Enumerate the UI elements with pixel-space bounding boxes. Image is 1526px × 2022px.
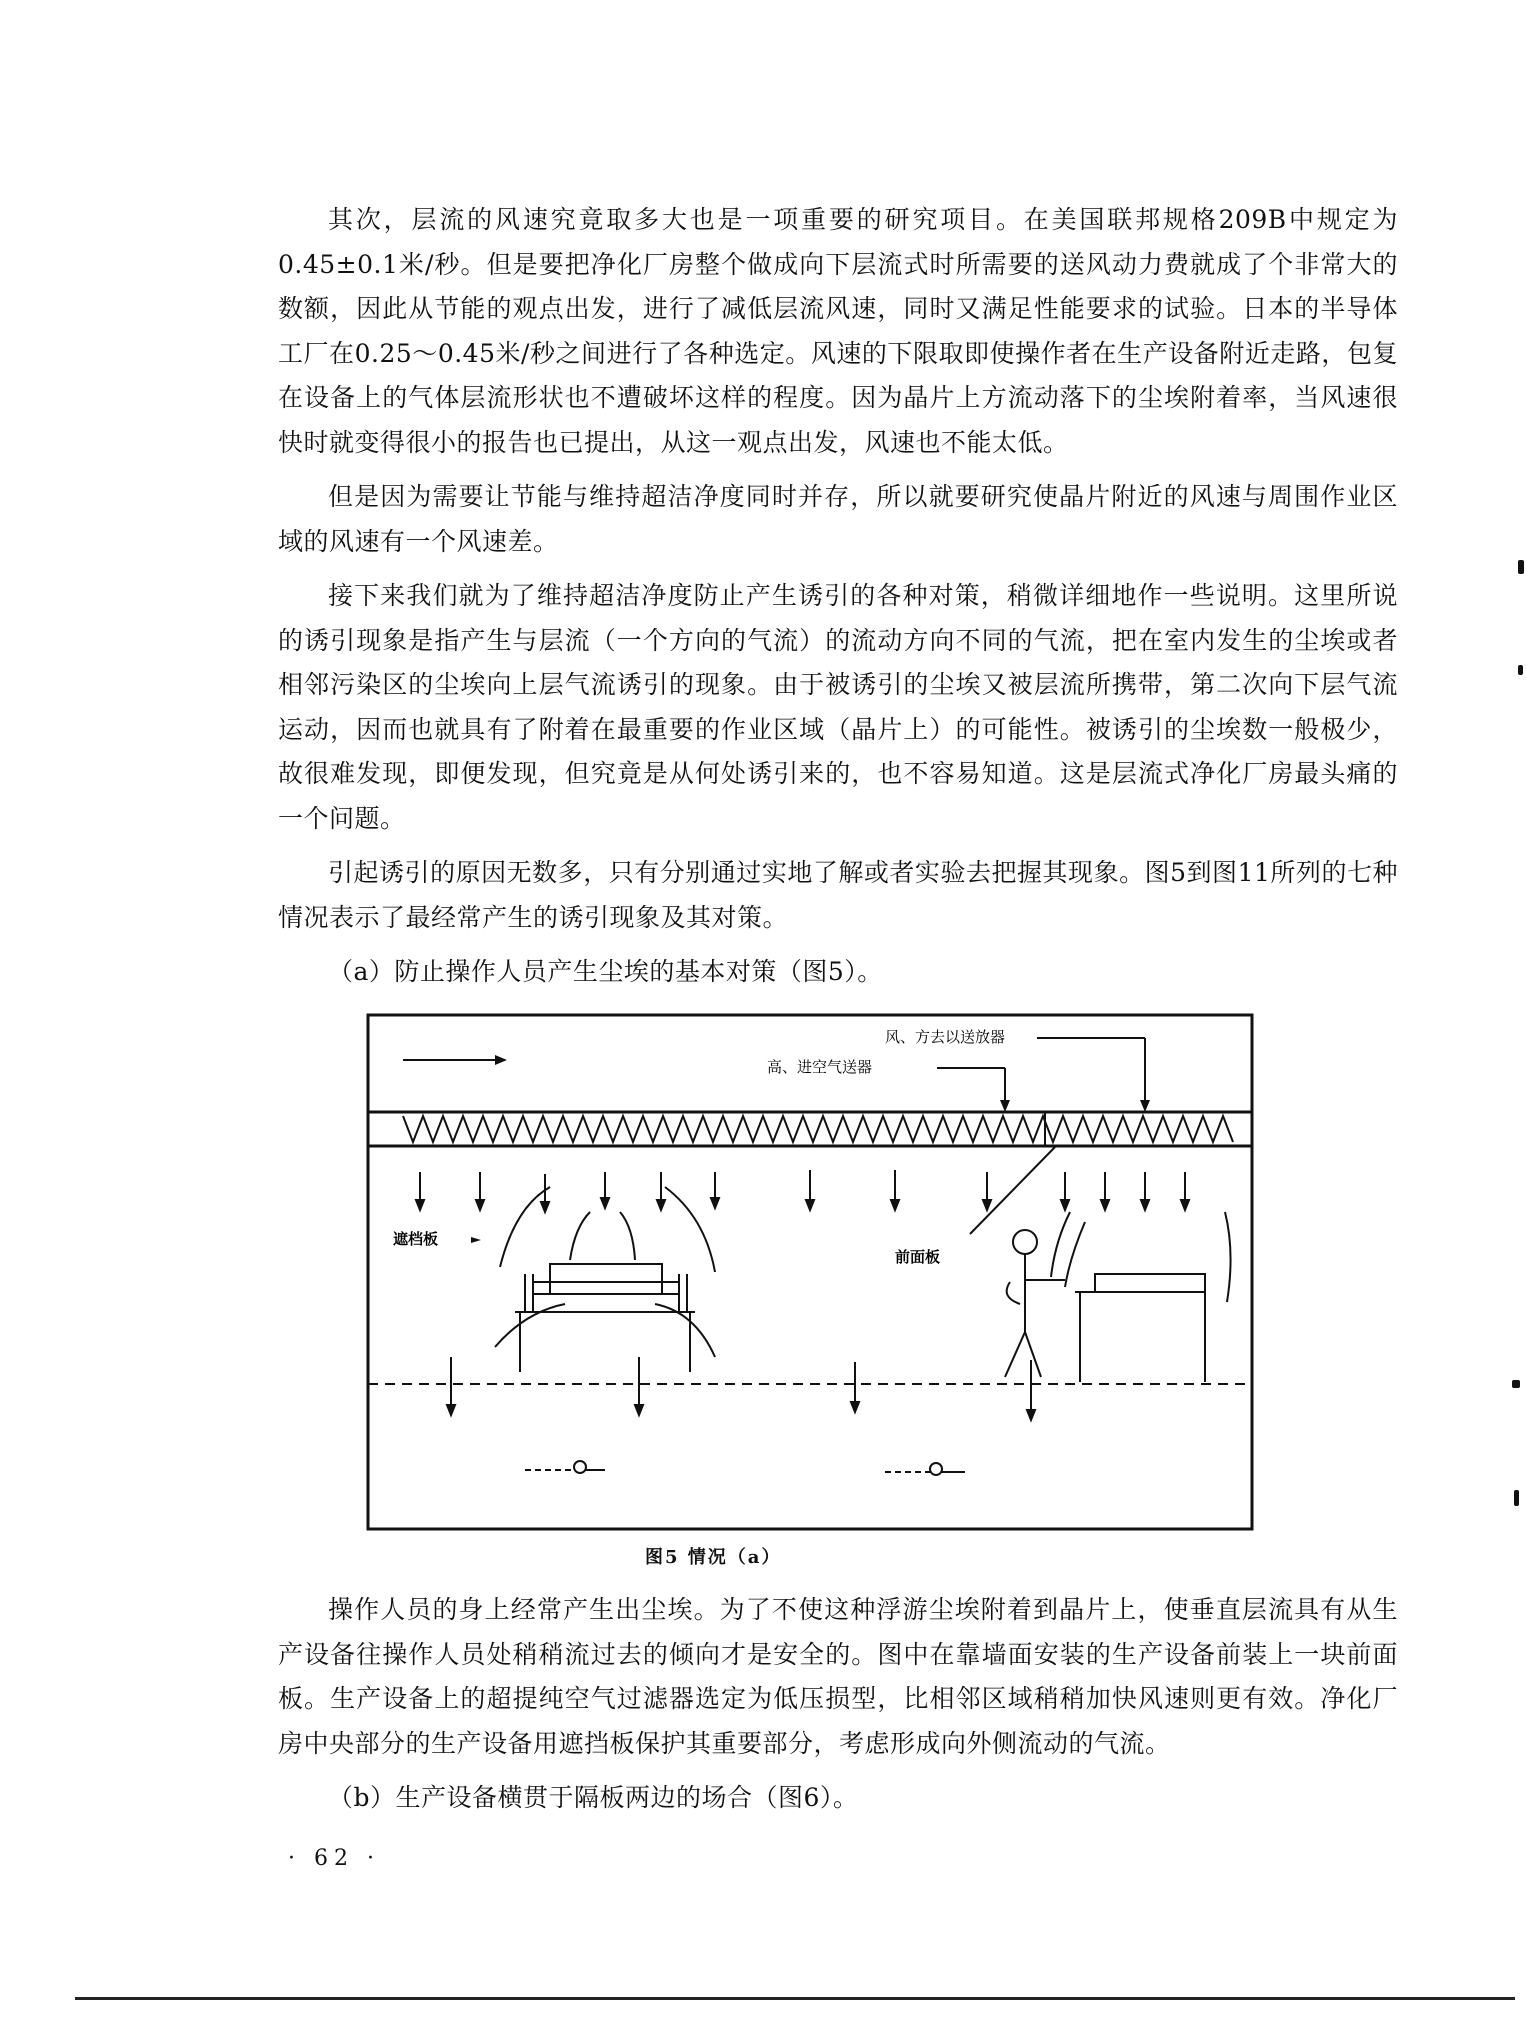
label-shield-plate: 遮档板 <box>393 1230 439 1248</box>
diagram-frame <box>368 1015 1252 1529</box>
section-heading: （a）防止操作人员产生尘埃的基本对策（图5）。 <box>328 957 883 986</box>
label-high-efficiency-filter: 风、方去以送放器 <box>885 1028 1006 1046</box>
margin-mark <box>1514 1490 1519 1506</box>
margin-mark <box>1518 560 1524 574</box>
center-equipment <box>495 1187 715 1372</box>
figure-5-diagram <box>365 1012 1255 1532</box>
wall-equipment <box>1051 1212 1231 1382</box>
return-air-symbols <box>525 1461 965 1475</box>
paragraph: 引起诱引的原因无数多，只有分别通过实地了解或者实验去把握其现象。图5到图11所列的七种情况表示了最经常产生的诱引现象及其对策。 <box>278 858 1398 932</box>
paragraph: 但是因为需要让节能与维持超洁净度同时并存，所以就要研究使晶片附近的风速与周围作业区域的风速有一个风速差。 <box>278 482 1398 556</box>
label-front-panel: 前面板 <box>895 1248 941 1266</box>
figure-caption: 图5 情况（a） <box>645 1547 782 1568</box>
operator-figure <box>970 1147 1065 1377</box>
bottom-rule <box>75 1997 1515 2000</box>
paragraph: 其次，层流的风速究竟取多大也是一项重要的研究项目。在美国联邦规格209B中规定为0.45±0.1米/秒。但是要把净化厂房整个做成向下层流式时所需要的送风动力费就成了个非常大的数额，因此从节能的观点出发，进行了减低层流风速，同时又满足性能要求的试验。日本的半导体工厂在0.25～0.45米/秒之间进行了各种选定。风速的下限取即使操作者在生产设备附近走路，包复在设备上的气体层流形状也不遭破坏这样的程度。因为晶片上方流动落下的尘埃附着率，当风速很快时就变得很小的报告也已提出，从这一观点出发，风速也不能太低。 <box>278 205 1398 457</box>
filter-band <box>368 1112 1252 1146</box>
filter-zigzag <box>403 1116 1233 1142</box>
airflow-diagram <box>365 1012 1255 1532</box>
paragraph: 接下来我们就为了维持超洁净度防止产生诱引的各种对策，稍微详细地作一些说明。这里所说的诱引现象是指产生与层流（一个方向的气流）的流动方向不同的气流，把在室内发生的尘埃或者相邻污染区的尘埃向上层气流诱引的现象。由于被诱引的尘埃又被层流所携带，第二次向下层气流运动，因而也就具有了附着在最重要的作业区域（晶片上）的可能性。被诱引的尘埃数一般极少，故很难发现，即便发现，但究竟是从何处诱引来的，也不容易知道。这是层流式净化厂房最头痛的一个问题。 <box>278 581 1398 833</box>
margin-mark <box>1518 665 1523 675</box>
body-text-top <box>278 198 1398 1005</box>
margin-mark <box>1512 1380 1520 1388</box>
page-number: · 62 · <box>288 1846 380 1871</box>
label-supply-filter: 高、进空气送器 <box>767 1058 873 1076</box>
section-heading: （b）生产设备横贯于隔板两边的场合（图6）。 <box>328 1783 859 1812</box>
under-floor-arrows <box>447 1357 1035 1420</box>
downflow-arrows <box>416 1170 1189 1212</box>
paragraph: 操作人员的身上经常产生出尘埃。为了不使这种浮游尘埃附着到晶片上，使垂直层流具有从生产设备往操作人员处稍稍流过去的倾向才是安全的。图中在靠墙面安装的生产设备前装上一块前面板。生产设备上的超提纯空气过滤器选定为低压损型，比相邻区域稍稍加快风速则更有效。净化厂房中央部分的生产设备用遮挡板保护其重要部分，考虑形成向外侧流动的气流。 <box>278 1595 1398 1758</box>
body-text-bottom <box>278 1588 1398 1831</box>
